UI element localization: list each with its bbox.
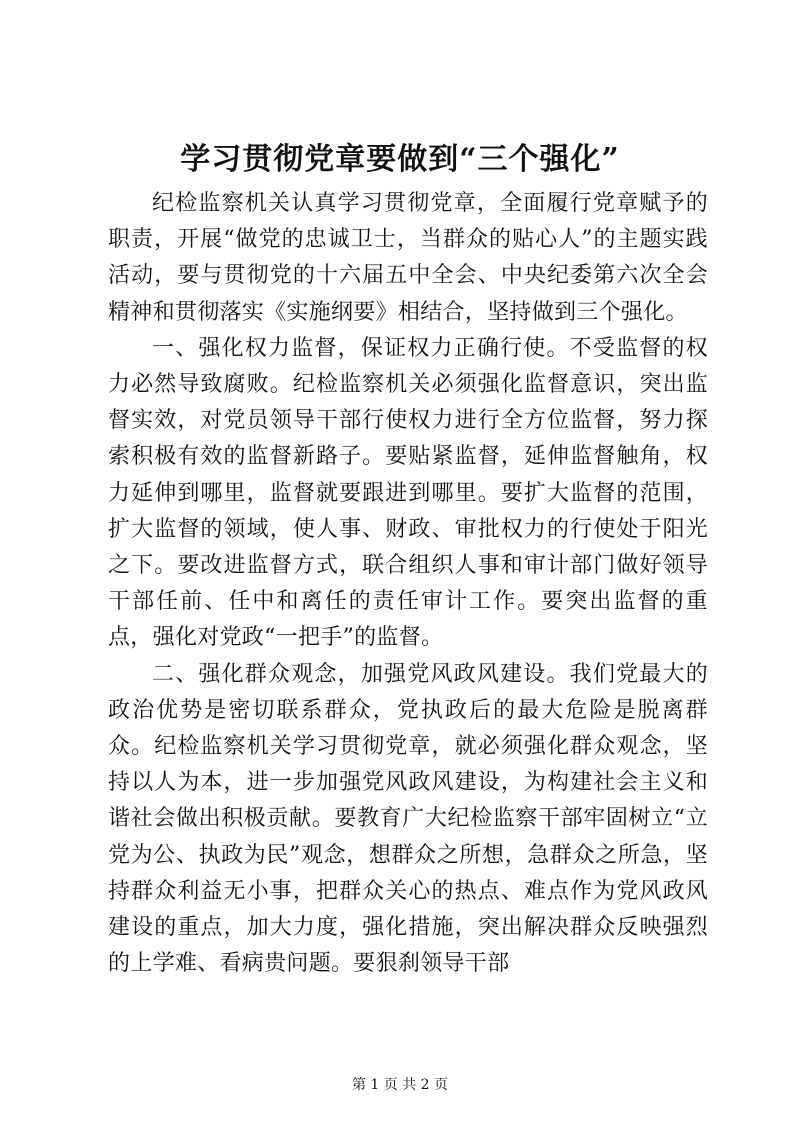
paragraph-section-1: 一、强化权力监督，保证权力正确行使。不受监督的权力必然导致腐败。纪检监察机关必须强化监督意识，突出监督实效，对党员领导干部行使权力进行全方位监督，努力探索积极有效的监督新路子。要贴紧监督，延伸监督触角，权力延伸到哪里，监督就要跟进到哪里。要扩大监督的范围，扩大监督的领域，使人事、财政、审批权力的行使处于阳光之下。要改进监督方式，联合组织人事和审计部门做好领导干部任前、任中和离任的责任审计工作。要突出监督的重点，强化对党政“一把手”的监督。 xyxy=(108,335,708,651)
paragraph-section-2: 二、强化群众观念，加强党风政风建设。我们党最大的政治优势是密切联系群众，党执政后的最大危险是脱离群众。纪检监察机关学习贯彻党章，就必须强化群众观念，坚持以人为本，进一步加强党风政风建设，为构建社会主义和谐社会做出积极贡献。要教育广大纪检监察干部牢固树立“立党为公、执政为民”观念，想群众之所想，急群众之所急，坚持群众利益无小事，把群众关心的热点、难点作为党风政风建设的重点，加大力度，强化措施，突出解决群众反映强烈的上学难、看病贵问题。要狠刹领导干部 xyxy=(108,661,708,977)
paragraph-intro: 纪检监察机关认真学习贯彻党章，全面履行党章赋予的职责，开展“做党的忠诚卫士，当群众的贴心人”的主题实践活动，要与贯彻党的十六届五中全会、中央纪委第六次全会精神和贯彻落实《实施纲要》相结合，坚持做到三个强化。 xyxy=(108,191,708,325)
document-title: 学习贯彻党章要做到“三个强化” xyxy=(180,142,620,177)
page-footer: 第 1 页 共 2 页 xyxy=(351,1077,449,1093)
document-body xyxy=(108,186,708,982)
